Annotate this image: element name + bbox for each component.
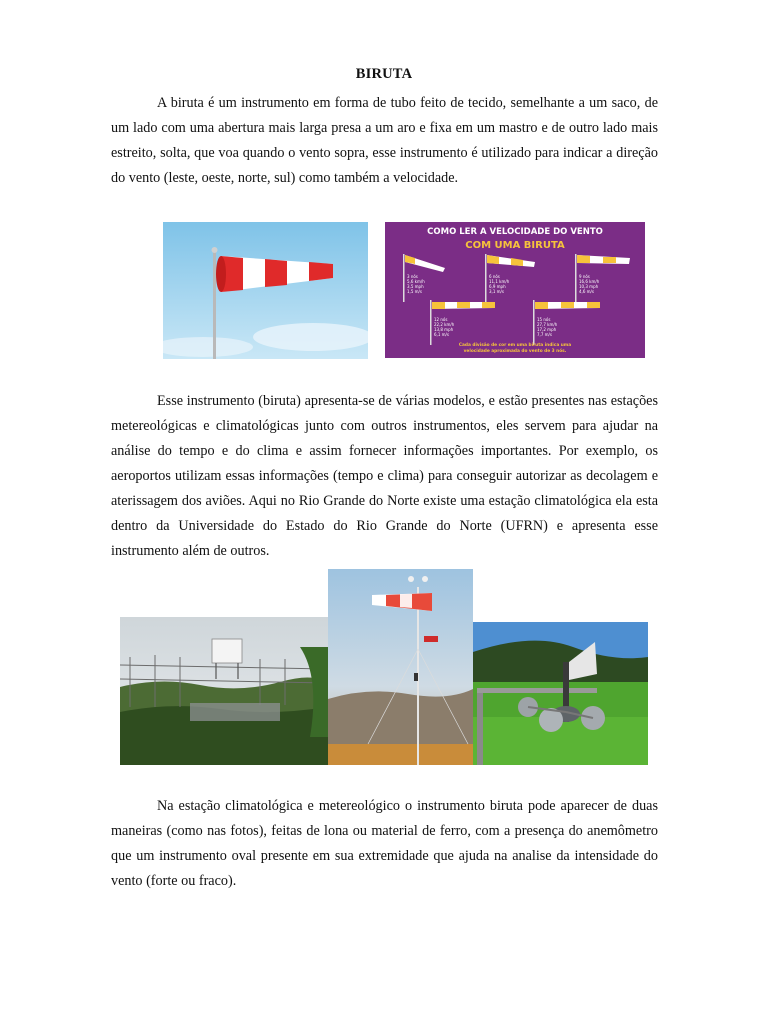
- panel-5-line-2: 27,7 km/h: [537, 322, 558, 327]
- paragraph-conclusion: Na estação climatológica e metereológico o instrumento biruta pode aparecer de duas maneiras (como nas fotos), feitas de lona ou material de ferro, com a presença do anemômetro que um instrumento oval presente em sua extremidade que ajuda na analise da intensidade do vento (forte ou fraco).: [111, 798, 658, 889]
- panel-4-line-3: 13,8 mph: [434, 327, 454, 332]
- panel-3-line-4: 4,6 m/s: [579, 289, 594, 294]
- paragraph-stations: Esse instrumento (biruta) apresenta-se de várias modelos, e estão presentes nas estações metereológicas e climatológicas junto com outros instrumentos, eles servem para ajudar na análise do tempo e do clima e assim fornecer informações importantes. Por exemplo, os aeroportos utilizam essas informações (tempo e clima) para conseguir autorizar as decolagem e aterissagem dos aviões. Aqui no Rio Grande do Norte existe uma estação climatológica ela esta dentro da Universidade do Estado do Rio Grande do Norte (UFRN) e apresenta esse instrumento além de outros.: [111, 393, 658, 559]
- infographic-caption-line-2: velocidade aproximada do vento de 3 nós.: [463, 349, 567, 354]
- panel-3-line-1: 9 nós: [579, 274, 590, 279]
- paragraph-intro: A biruta é um instrumento em forma de tubo feito de tecido, semelhante a um saco, de um lado com uma abertura mais larga presa a um aro e fixa em um mastro e de outro lado mais estreito, solta, que voa quando o vento sopra, esse instrumento é utilizado para indicar a direção do vento (leste, oeste, norte, sul) como também a velocidade.: [111, 95, 658, 186]
- infographic-caption-line-1: Cada divisão de cor em uma biruta indica uma: [458, 343, 572, 348]
- panel-1-line-4: 1,5 m/s: [407, 289, 422, 294]
- windsock-photo: [163, 222, 368, 359]
- panel-3-line-3: 10,3 mph: [579, 284, 599, 289]
- page-title: BIRUTA: [355, 66, 413, 82]
- panel-3-line-2: 16,6 km/h: [579, 279, 600, 284]
- panel-2-line-3: 6,9 mph: [489, 284, 506, 289]
- climatological-station-photo: [120, 617, 328, 765]
- panel-2-line-4: 3,1 m/s: [489, 289, 504, 294]
- panel-5-line-1: 15 nós: [537, 317, 551, 322]
- anemometer-photo: [473, 622, 648, 765]
- panel-4-line-2: 22,2 km/h: [434, 322, 455, 327]
- panel-5-line-3: 17,2 mph: [537, 327, 557, 332]
- panel-1-line-2: 5,6 km/h: [407, 279, 425, 284]
- panel-5-line-4: 7,7 m/s: [537, 332, 552, 337]
- panel-2-line-1: 6 nós: [489, 274, 500, 279]
- panel-1-line-1: 3 nós: [407, 274, 418, 279]
- infographic-heading-line-2: COM UMA BIRUTA: [465, 240, 565, 251]
- panel-2-line-2: 11,1 km/h: [489, 279, 510, 284]
- panel-4-line-1: 12 nós: [434, 317, 448, 322]
- infographic-heading-line-1: COMO LER A VELOCIDADE DO VENTO: [427, 227, 603, 237]
- wind-speed-infographic: [385, 222, 645, 358]
- panel-1-line-3: 3,5 mph: [407, 284, 424, 289]
- windsock-mast-photo: [328, 569, 473, 765]
- panel-4-line-4: 6,1 m/s: [434, 332, 449, 337]
